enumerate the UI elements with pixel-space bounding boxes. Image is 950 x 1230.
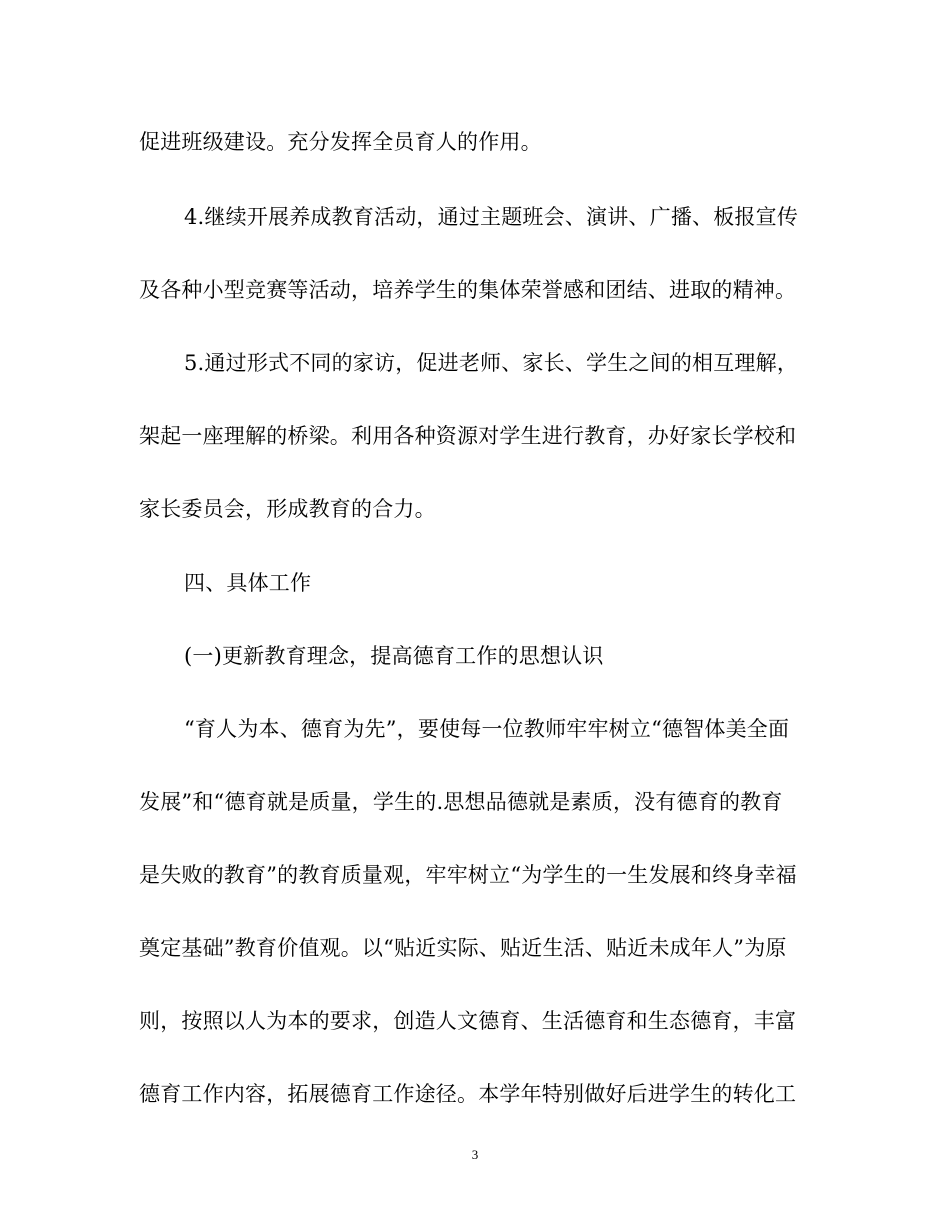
body-text-line: 德育工作内容，拓展德育工作途径。本学年特别做好后进学生的转化工 bbox=[139, 1082, 797, 1106]
body-text-line: 是失败的教育”的教育质量观，牢牢树立“为学生的一生发展和终身幸福 bbox=[139, 863, 797, 887]
section-heading: 四、具体工作 bbox=[184, 571, 312, 595]
page-number: 3 bbox=[471, 1147, 479, 1162]
list-item-5-line: 5.通过形式不同的家访，促进老师、家长、学生之间的相互理解， bbox=[184, 351, 799, 375]
body-text-line: 架起一座理解的桥梁。利用各种资源对学生进行教育，办好家长学校和 bbox=[139, 424, 797, 448]
body-text-line: 则，按照以人为本的要求，创造人文德育、生活德育和生态德育，丰富 bbox=[139, 1009, 797, 1033]
body-text-line: 家长委员会，形成教育的合力。 bbox=[139, 497, 436, 521]
body-text-line: 奠定基础”教育价值观。以“贴近实际、贴近生活、贴近未成年人”为原 bbox=[139, 936, 787, 960]
subsection-heading: (一)更新教育理念，提高德育工作的思想认识 bbox=[184, 644, 604, 668]
list-item-4-line: 4.继续开展养成教育活动，通过主题班会、演讲、广播、板报宣传 bbox=[184, 205, 799, 229]
body-text-line: 促进班级建设。充分发挥全员育人的作用。 bbox=[139, 130, 542, 154]
body-text-line: 及各种小型竞赛等活动，培养学生的集体荣誉感和团结、进取的精神。 bbox=[139, 278, 797, 302]
paragraph-start-line: “育人为本、德育为先”，要使每一位教师牢牢树立“德智体美全面 bbox=[184, 717, 790, 741]
body-text-line: 发展”和“德育就是质量，学生的.思想品德就是素质，没有德育的教育 bbox=[139, 790, 783, 814]
